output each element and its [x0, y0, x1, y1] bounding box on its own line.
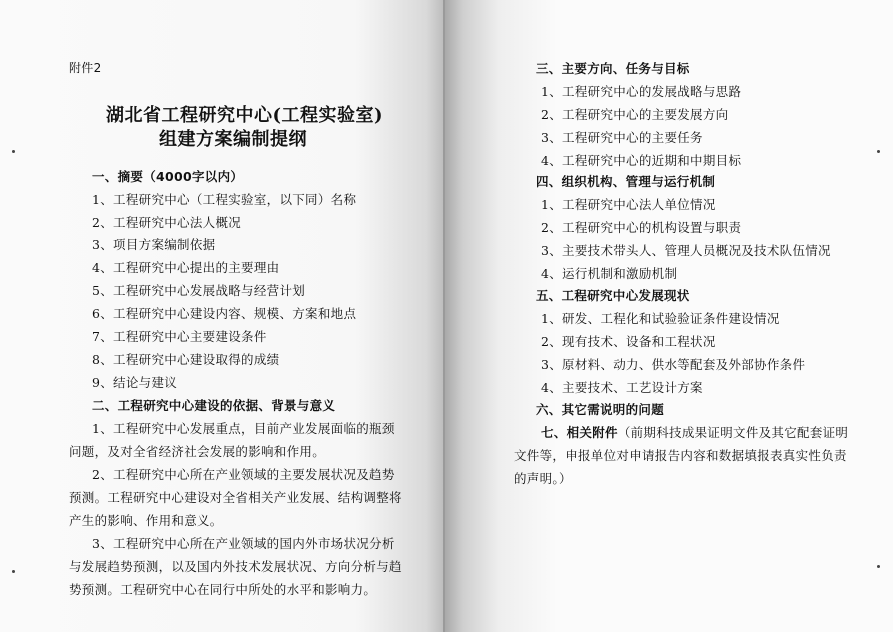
section-2-paragraph-line: 产生的影响、作用和意义。: [69, 513, 223, 528]
scan-speck: [12, 570, 15, 573]
section-1-item: 9、结论与建议: [92, 375, 178, 390]
section-6-heading: 六、其它需说明的问题: [536, 402, 665, 417]
section-1-item: 8、工程研究中心建设取得的成绩: [92, 352, 280, 367]
scan-speck: [877, 565, 880, 568]
right-page: [445, 0, 893, 632]
section-1-item: 6、工程研究中心建设内容、规模、方案和地点: [92, 306, 357, 321]
section-7-heading: 七、相关附件: [541, 425, 618, 440]
section-5-item: 2、现有技术、设备和工程状况: [541, 334, 716, 349]
section-2-paragraph-line: 与发展趋势预测，以及国内外技术发展状况、方向分析与趋: [69, 559, 402, 574]
section-7-text: （前期科技成果证明文件及其它配套证明: [617, 425, 849, 440]
section-7-text-line: 文件等，申报单位对申请报告内容和数据填报表真实性负责: [514, 448, 847, 463]
section-2-paragraph-line: 2、工程研究中心所在产业领域的主要发展状况及趋势: [92, 467, 395, 482]
section-2-paragraph-line: 1、工程研究中心发展重点，目前产业发展面临的瓶颈: [92, 421, 395, 436]
section-2-paragraph-line: 预测。工程研究中心建设对全省相关产业发展、结构调整将: [69, 490, 402, 505]
section-3-item: 4、工程研究中心的近期和中期目标: [541, 153, 742, 168]
section-3-item: 2、工程研究中心的主要发展方向: [541, 107, 729, 122]
section-5-item: 1、研发、工程化和试验验证条件建设情况: [541, 311, 780, 326]
left-page: [0, 0, 444, 632]
document-title-line-1: 湖北省工程研究中心(工程实验室): [106, 105, 384, 126]
section-3-item: 3、工程研究中心的主要任务: [541, 130, 703, 145]
section-4-item: 4、运行机制和激励机制: [541, 266, 678, 281]
document-title-line-2: 组建方案编制提纲: [159, 129, 307, 150]
section-4-heading: 四、组织机构、管理与运行机制: [536, 174, 716, 189]
attachment-label: 附件2: [69, 61, 102, 75]
section-1-item: 7、工程研究中心主要建设条件: [92, 329, 267, 344]
section-7-first-line: [541, 423, 848, 441]
section-4-item: 3、主要技术带头人、管理人员概况及技术队伍情况: [541, 243, 831, 258]
section-1-item: 1、工程研究中心（工程实验室，以下同）名称: [92, 192, 357, 207]
section-4-item: 2、工程研究中心的机构设置与职责: [541, 220, 742, 235]
section-2-paragraph-line: 问题，及对全省经济社会发展的影响和作用。: [69, 444, 326, 459]
section-1-item: 5、工程研究中心发展战略与经营计划: [92, 283, 306, 298]
section-1-item: 4、工程研究中心提出的主要理由: [92, 260, 280, 275]
scan-speck: [12, 150, 15, 153]
section-5-heading: 五、工程研究中心发展现状: [536, 288, 690, 303]
section-1-item: 2、工程研究中心法人概况: [92, 215, 242, 230]
section-1-heading: 一、摘要（4000字以内）: [92, 169, 244, 184]
section-1-item: 3、项目方案编制依据: [92, 237, 216, 252]
scan-speck: [877, 150, 880, 153]
section-3-item: 1、工程研究中心的发展战略与思路: [541, 84, 742, 99]
section-2-paragraph-line: 3、工程研究中心所在产业领域的国内外市场状况分析: [92, 536, 395, 551]
section-5-item: 3、原材料、动力、供水等配套及外部协作条件: [541, 357, 806, 372]
section-2-paragraph-line: 势预测。工程研究中心在同行中所处的水平和影响力。: [69, 582, 377, 597]
section-5-item: 4、主要技术、工艺设计方案: [541, 380, 703, 395]
section-3-heading: 三、主要方向、任务与目标: [536, 61, 690, 76]
section-7-text-line: 的声明。）: [514, 471, 572, 486]
section-2-heading: 二、工程研究中心建设的依据、背景与意义: [92, 398, 336, 413]
section-4-item: 1、工程研究中心法人单位情况: [541, 197, 716, 212]
